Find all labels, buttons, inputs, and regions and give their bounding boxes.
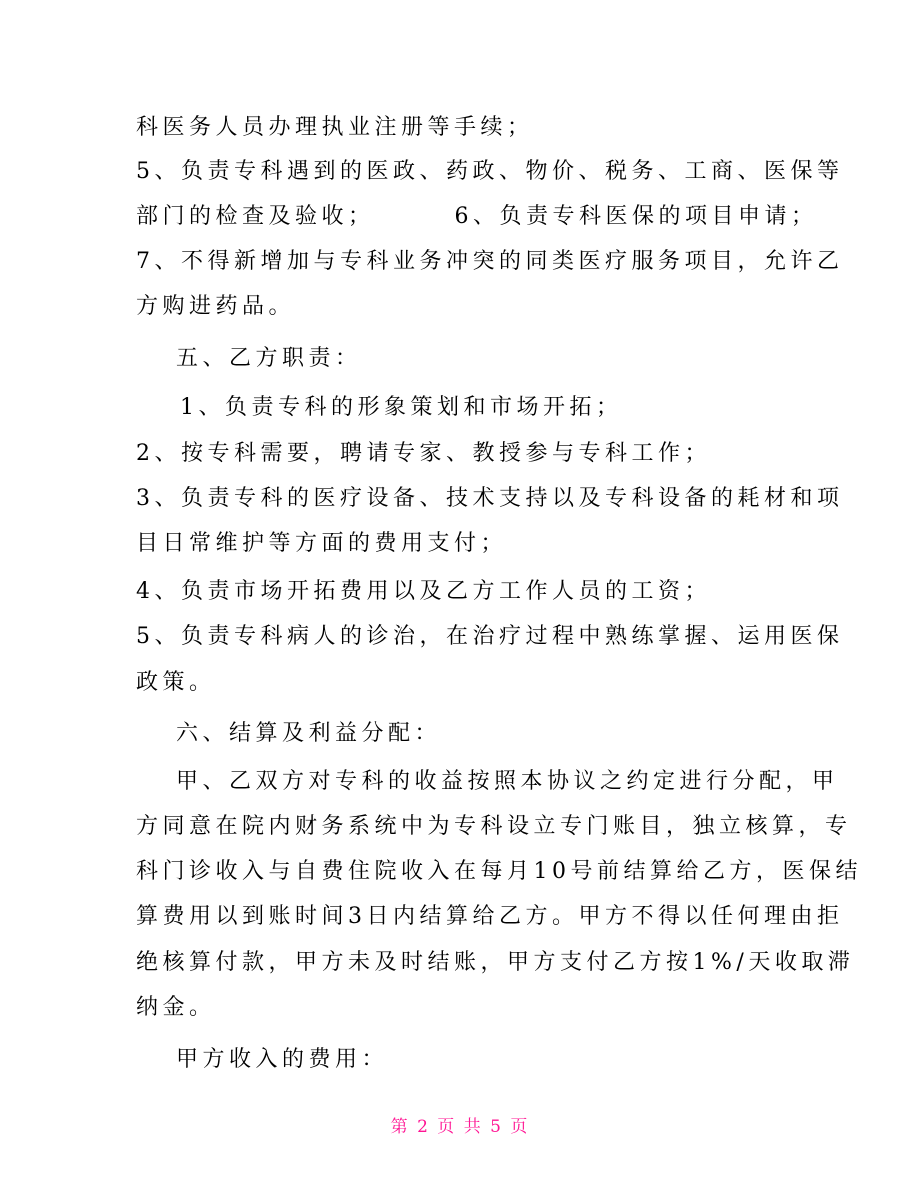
section-heading-6: 六、结算及利益分配： [176, 721, 442, 746]
text-line-b-item-4: 4、负责市场开拓费用以及乙方工作人员的工资； [136, 579, 711, 604]
text-line-item-6: 部门的检查及验收； 6、负责专科医保的项目申请； [136, 204, 818, 229]
text-line-b-item-3-cont: 目日常维护等方面的费用支付； [136, 531, 508, 556]
paragraph-line-4: 算费用以到账时间3日内结算给乙方。甲方不得以任何理由拒 [136, 904, 844, 929]
paragraph-line-3: 科门诊收入与自费住院收入在每月10号前结算给乙方，医保结 [136, 859, 862, 884]
text-line-b-item-5: 5、负责专科病人的诊治，在治疗过程中熟练掌握、运用医保 [136, 624, 844, 649]
paragraph-line-5: 绝核算付款，甲方未及时结账，甲方支付乙方按1%/天收取滞 [136, 950, 855, 975]
text-line-item-5: 5、负责专科遇到的医政、药政、物价、税务、工商、医保等 [136, 159, 844, 184]
paragraph-line-6: 纳金。 [136, 995, 216, 1020]
text-line-item-7: 7、不得新增加与专科业务冲突的同类医疗服务项目，允许乙 [136, 249, 844, 274]
text-line-b-item-1: 1、负责专科的形象策划和市场开拓； [180, 395, 623, 420]
paragraph-line-1: 甲、乙双方对专科的收益按照本协议之约定进行分配，甲 [176, 769, 839, 794]
section-heading-5: 五、乙方职责： [176, 346, 362, 371]
subheading-party-a-income: 甲方收入的费用： [176, 1047, 389, 1072]
paragraph-line-2: 方同意在院内财务系统中为专科设立专门账目，独立核算，专 [136, 814, 852, 839]
page-number-footer: 第 2 页 共 5 页 [390, 1117, 530, 1137]
text-line-b-item-5-cont: 政策。 [136, 670, 216, 695]
text-line-continuation: 科医务人员办理执业注册等手续； [136, 115, 534, 140]
text-line-b-item-2: 2、按专科需要，聘请专家、教授参与专科工作； [136, 441, 711, 466]
text-line-item-7-cont: 方购进药品。 [136, 294, 296, 319]
text-line-b-item-3: 3、负责专科的医疗设备、技术支持以及专科设备的耗材和项 [136, 486, 844, 511]
